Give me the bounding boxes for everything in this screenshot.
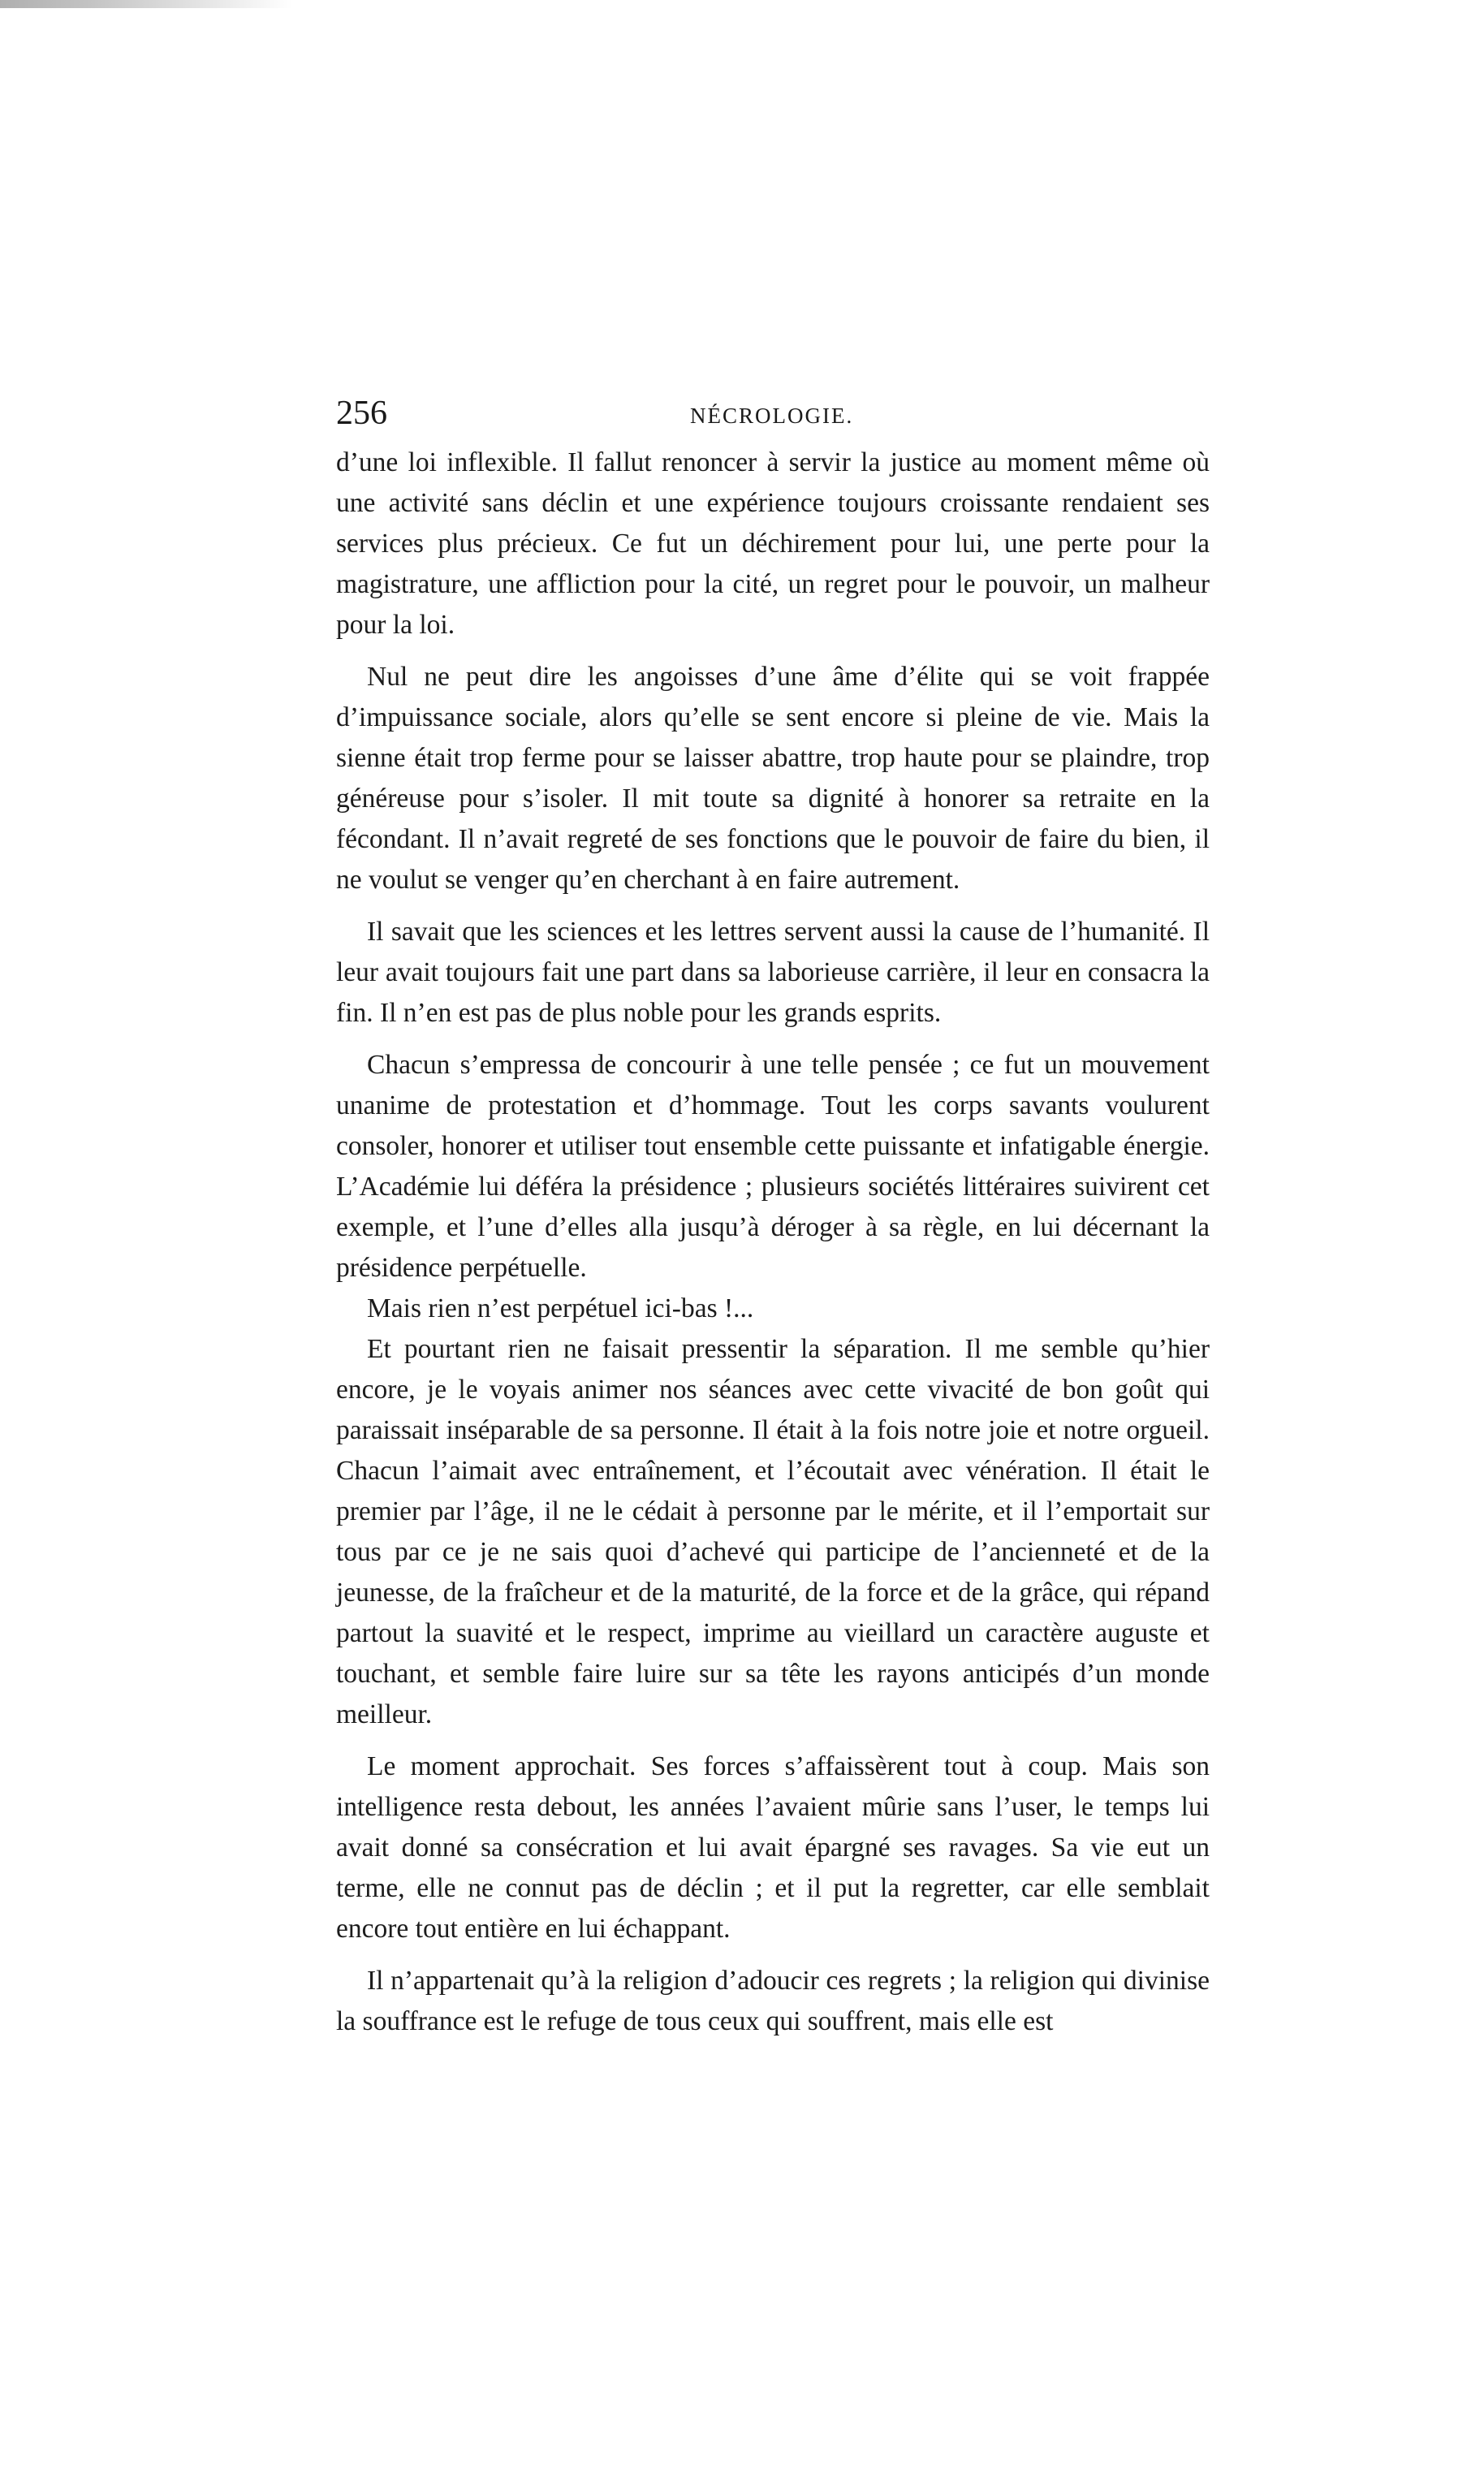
paragraph: Et pourtant rien ne faisait pressentir la séparation. Il me semble qu’hier encore, je le voyais animer nos séances avec cette vivacité de bon goût qui paraissait inséparable de sa personne. Il était à la fois notre joie et notre orgueil. Chacun l’aimait avec entraînement, et l’écoutait avec vénération. Il était le premier par l’âge, il ne le cédait à personne par le mérite, et il l’emportait sur tous par ce je ne sais quoi d’achevé qui participe de l’ancienneté et de la jeunesse, de la fraîcheur et de la maturité, de la force et de la grâce, qui répand partout la suavité et le respect, imprime au vieillard un caractère auguste et touchant, et semble faire luire sur sa tête les rayons anticipés d’un monde meilleur.	[336, 1334, 1210, 1729]
paragraph: Le moment approchait. Ses forces s’affaissèrent tout à coup. Mais son intelligence resta debout, les années l’avaient mûrie sans l’user, le temps lui avait donné sa consécration et lui avait épargné ses ravages. Sa vie eut un terme, elle ne connut pas de déclin ; et il put la regretter, car elle semblait encore tout entière en lui échappant.	[336, 1751, 1210, 1944]
running-head: NÉCROLOGIE.	[690, 404, 854, 428]
page-number: 256	[336, 395, 387, 432]
paragraph: Chacun s’empressa de concourir à une telle pensée ; ce fut un mouvement unanime de protestation et d’hommage. Tout les corps savants voulurent consoler, honorer et utiliser tout ensemble cette puissante et infatigable énergie. L’Académie lui déféra la présidence ; plusieurs sociétés littéraires suivirent cet exemple, et l’une d’elles alla jusqu’à déroger à sa règle, en lui décernant la présidence perpétuelle.	[336, 1050, 1210, 1283]
scan-artifact	[0, 0, 292, 8]
paragraph: Nul ne peut dire les angoisses d’une âme d’élite qui se voit frappée d’impuissance sociale, alors qu’elle se sent encore si pleine de vie. Mais la sienne était trop ferme pour se laisser abattre, trop haute pour se plaindre, trop généreuse pour s’isoler. Il mit toute sa dignité à honorer sa retraite en la fécondant. Il n’avait regreté de ses fonctions que le pouvoir de faire du bien, il ne voulut se venger qu’en cherchant à en faire autrement.	[336, 662, 1210, 895]
paragraph: Il savait que les sciences et les lettres servent aussi la cause de l’humanité. Il leur avait toujours fait une part dans sa laborieuse carrière, il leur en consacra la fin. Il n’en est pas de plus noble pour les grands esprits.	[336, 917, 1210, 1028]
paragraph: Il n’appartenait qu’à la religion d’adoucir ces regrets ; la religion qui divinise la souffrance est le refuge de tous ceux qui souffrent, mais elle est	[336, 1966, 1210, 2036]
page-header	[336, 393, 1210, 434]
body-text	[336, 442, 1210, 2053]
paragraph: d’une loi inflexible. Il fallut renoncer à servir la justice au moment même où une activité sans déclin et une expérience toujours croissante rendaient ses services plus précieux. Ce fut un déchirement pour lui, une perte pour la magistrature, une affliction pour la cité, un regret pour le pouvoir, un malheur pour la loi.	[336, 447, 1210, 640]
paragraph: Mais rien n’est perpétuel ici-bas !...	[367, 1293, 754, 1323]
